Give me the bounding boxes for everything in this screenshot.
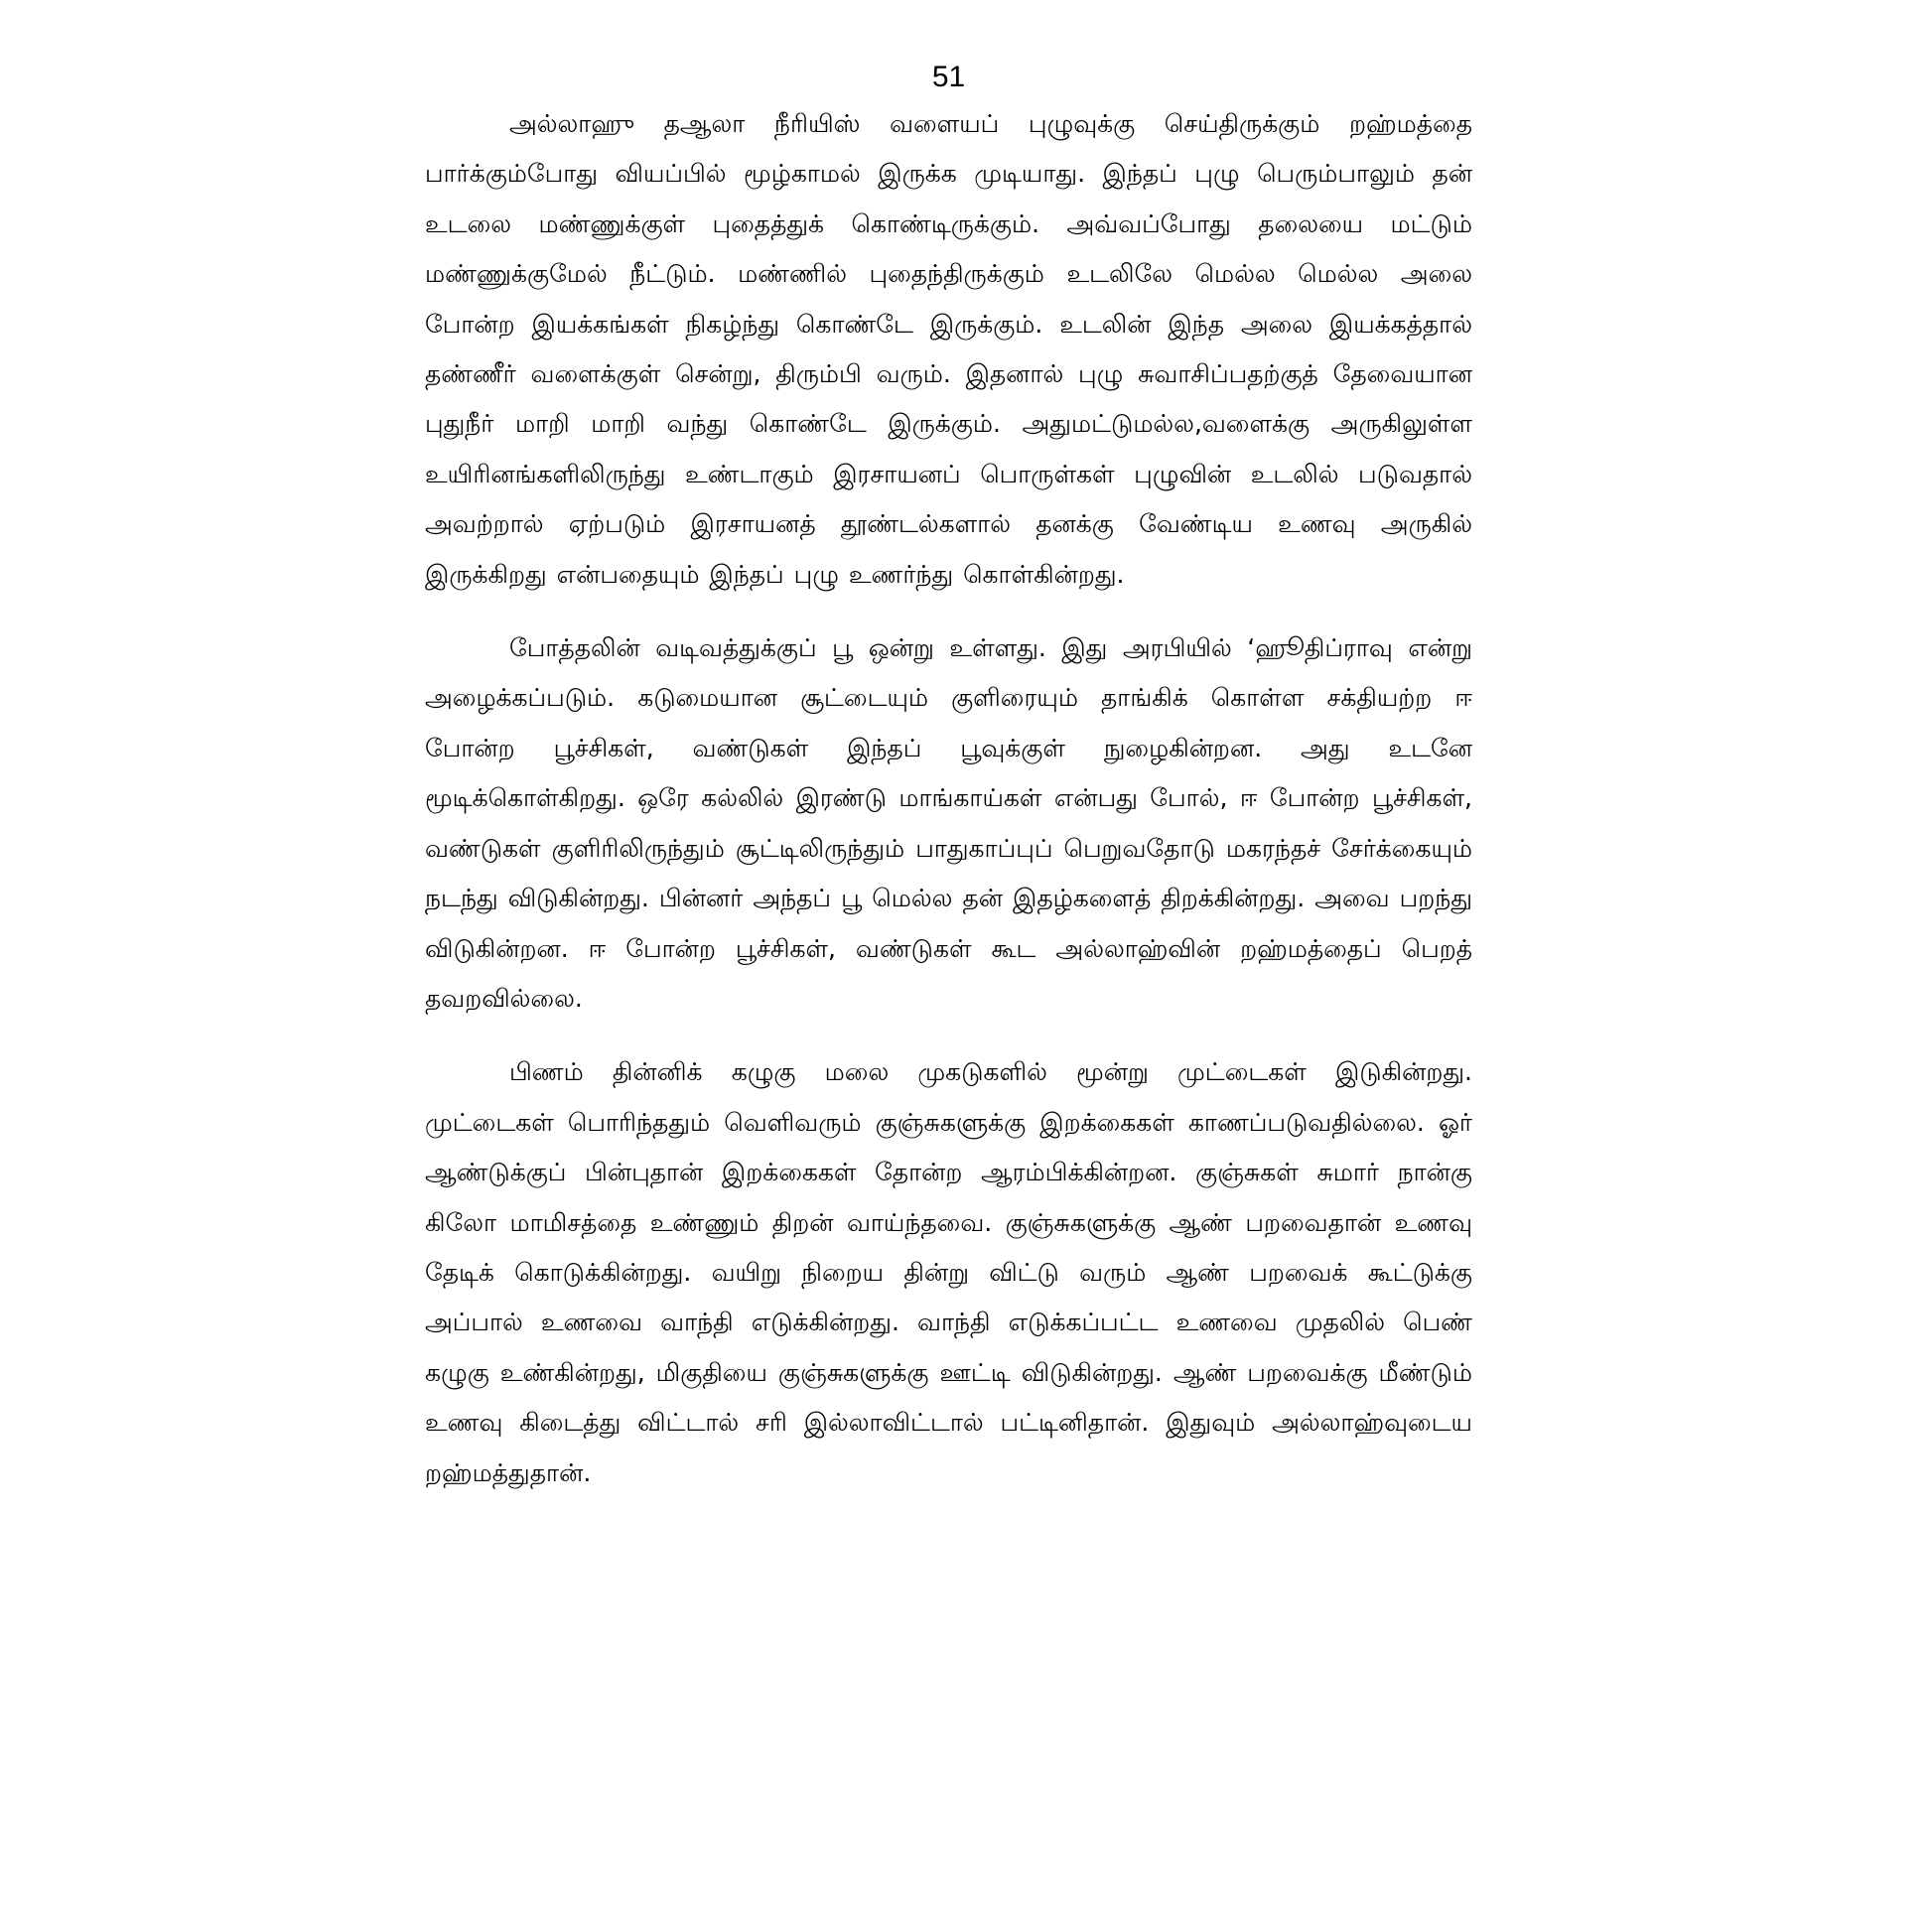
paragraph-1: அல்லாஹு தஆலா நீரியிஸ் வளையப் புழுவுக்கு செய்திருக்கும் றஹ்மத்தை பார்க்கும்போது வியப்பில் மூழ்காமல் இருக்க முடியாது. இந்தப் புழு பெரும்பாலும் தன் உடலை மண்ணுக்குள் புதைத்துக் கொண்டிருக்கும். அவ்வப்போது தலையை மட்டும் மண்ணுக்குமேல் நீட்டும். மண்ணில் புதைந்திருக்கும் உடலிலே மெல்ல மெல்ல அலை போன்ற இயக்கங்கள் நிகழ்ந்து கொண்டே இருக்கும். உடலின் இந்த அலை இயக்கத்தால் தண்ணீர் வளைக்குள் சென்று, திரும்பி வரும். இதனால் புழு சுவாசிப்பதற்குத் தேவையான புதுநீர் மாறி மாறி வந்து கொண்டே இருக்கும். அதுமட்டுமல்ல,வளைக்கு அருகிலுள்ள உயிரினங்களிலிருந்து உண்டாகும் இரசாயனப் பொருள்கள் புழுவின் உடலில் படுவதால் அவற்றால் ஏற்படும் இரசாயனத் தூண்டல்களால் தனக்கு வேண்டிய உணவு அருகில் இருக்கிறது என்பதையும் இந்தப் புழு உணர்ந்து கொள்கின்றது. <box>425 109 1472 589</box>
page-number: 51 <box>931 61 966 93</box>
document-page <box>425 58 1472 1498</box>
paragraph-3: பிணம் தின்னிக் கழுகு மலை முகடுகளில் மூன்று முட்டைகள் இடுகின்றது. முட்டைகள் பொரிந்ததும் வெளிவரும் குஞ்சுகளுக்கு இறக்கைகள் காணப்படுவதில்லை. ஓர் ஆண்டுக்குப் பின்புதான் இறக்கைகள் தோன்ற ஆரம்பிக்கின்றன. குஞ்சுகள் சுமார் நான்கு கிலோ மாமிசத்தை உண்ணும் திறன் வாய்ந்தவை. குஞ்சுகளுக்கு ஆண் பறவைதான் உணவு தேடிக் கொடுக்கின்றது. வயிறு நிறைய தின்று விட்டு வரும் ஆண் பறவைக் கூட்டுக்கு அப்பால் உணவை வாந்தி எடுக்கின்றது. வாந்தி எடுக்கப்பட்ட உணவை முதலில் பெண் கழுகு உண்கின்றது, மிகுதியை குஞ்சுகளுக்கு ஊட்டி விடுகின்றது. ஆண் பறவைக்கு மீண்டும் உணவு கிடைத்து விட்டால் சரி இல்லாவிட்டால் பட்டினிதான். இதுவும் அல்லாஹ்வுடைய றஹ்மத்துதான். <box>425 1057 1472 1487</box>
paragraph-2: போத்தலின் வடிவத்துக்குப் பூ ஒன்று உள்ளது. இது அரபியில் ‘ஹூதிப்ராவு என்று அழைக்கப்படும். கடுமையான சூட்டையும் குளிரையும் தாங்கிக் கொள்ள சக்தியற்ற ஈ போன்ற பூச்சிகள், வண்டுகள் இந்தப் பூவுக்குள் நுழைகின்றன. அது உடனே மூடிக்கொள்கிறது. ஒரே கல்லில் இரண்டு மாங்காய்கள் என்பது போல், ஈ போன்ற பூச்சிகள், வண்டுகள் குளிரிலிருந்தும் சூட்டிலிருந்தும் பாதுகாப்புப் பெறுவதோடு மகரந்தச் சேர்க்கையும் நடந்து விடுகின்றது. பின்னர் அந்தப் பூ மெல்ல தன் இதழ்களைத் திறக்கின்றது. அவை பறந்து விடுகின்றன. ஈ போன்ற பூச்சிகள், வண்டுகள் கூட அல்லாஹ்வின் றஹ்மத்தைப் பெறத் தவறவில்லை. <box>425 633 1472 1013</box>
